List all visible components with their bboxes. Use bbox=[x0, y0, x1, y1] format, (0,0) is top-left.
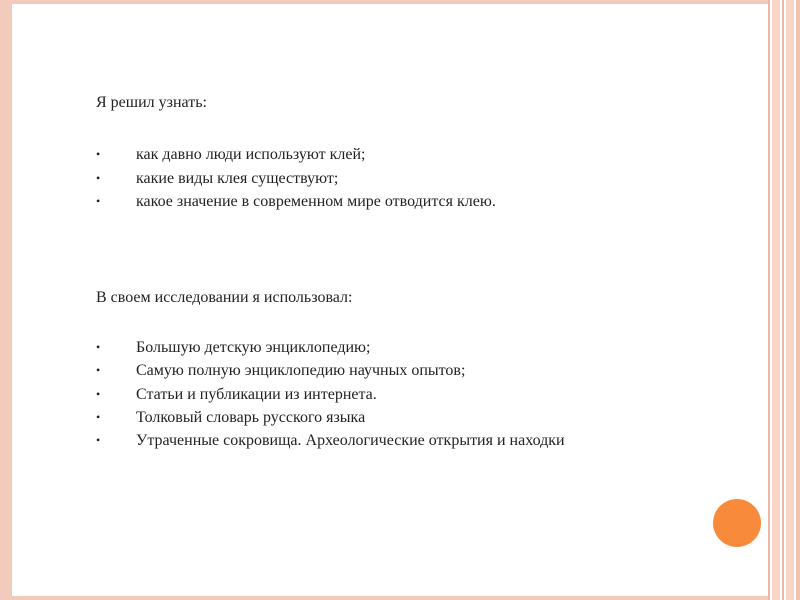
decorative-circle bbox=[713, 499, 761, 547]
top-border bbox=[12, 0, 768, 4]
bullet-icon: • bbox=[96, 194, 101, 208]
list-item bbox=[96, 429, 746, 452]
list-item bbox=[96, 143, 746, 167]
list-item-text: Толковый словарь русского языка bbox=[136, 408, 366, 426]
list-item bbox=[96, 383, 746, 406]
list-item-text: какие виды клея существуют; bbox=[136, 169, 339, 187]
bullet-icon: • bbox=[96, 147, 101, 161]
list-item-text: Статьи и публикации из интернета. bbox=[136, 385, 377, 403]
list-item-text: Самую полную энциклопедию научных опытов; bbox=[136, 362, 466, 380]
right-stripe bbox=[782, 0, 784, 600]
sources-list bbox=[96, 336, 746, 452]
bullet-icon: • bbox=[96, 340, 101, 354]
right-stripe bbox=[786, 0, 794, 600]
left-border bbox=[0, 0, 12, 600]
bullet-icon: • bbox=[96, 363, 101, 378]
list-item-text: Утраченные сокровища. Археологические открытия и находки bbox=[136, 432, 565, 450]
list-item-text: Большую детскую энциклопедию; bbox=[136, 339, 371, 356]
bullet-icon: • bbox=[96, 433, 101, 448]
list-item bbox=[96, 336, 746, 359]
right-stripe bbox=[796, 0, 800, 600]
list-item-text: какое значение в современном мире отводится клею. bbox=[136, 193, 496, 210]
list-item bbox=[96, 359, 746, 382]
bullet-icon: • bbox=[96, 409, 101, 424]
section-heading-sources: В своем исследовании я использовал: bbox=[96, 289, 353, 306]
list-item-text: как давно люди используют клей; bbox=[136, 146, 366, 163]
section-heading-goals: Я решил узнать: bbox=[96, 94, 207, 111]
list-item bbox=[96, 406, 746, 429]
bullet-icon: • bbox=[96, 170, 101, 185]
right-stripe bbox=[768, 0, 770, 600]
goals-list bbox=[96, 143, 746, 214]
right-stripe bbox=[772, 0, 780, 600]
bullet-icon: • bbox=[96, 386, 101, 401]
list-item bbox=[96, 190, 746, 214]
bottom-border bbox=[12, 596, 768, 600]
list-item bbox=[96, 167, 746, 191]
